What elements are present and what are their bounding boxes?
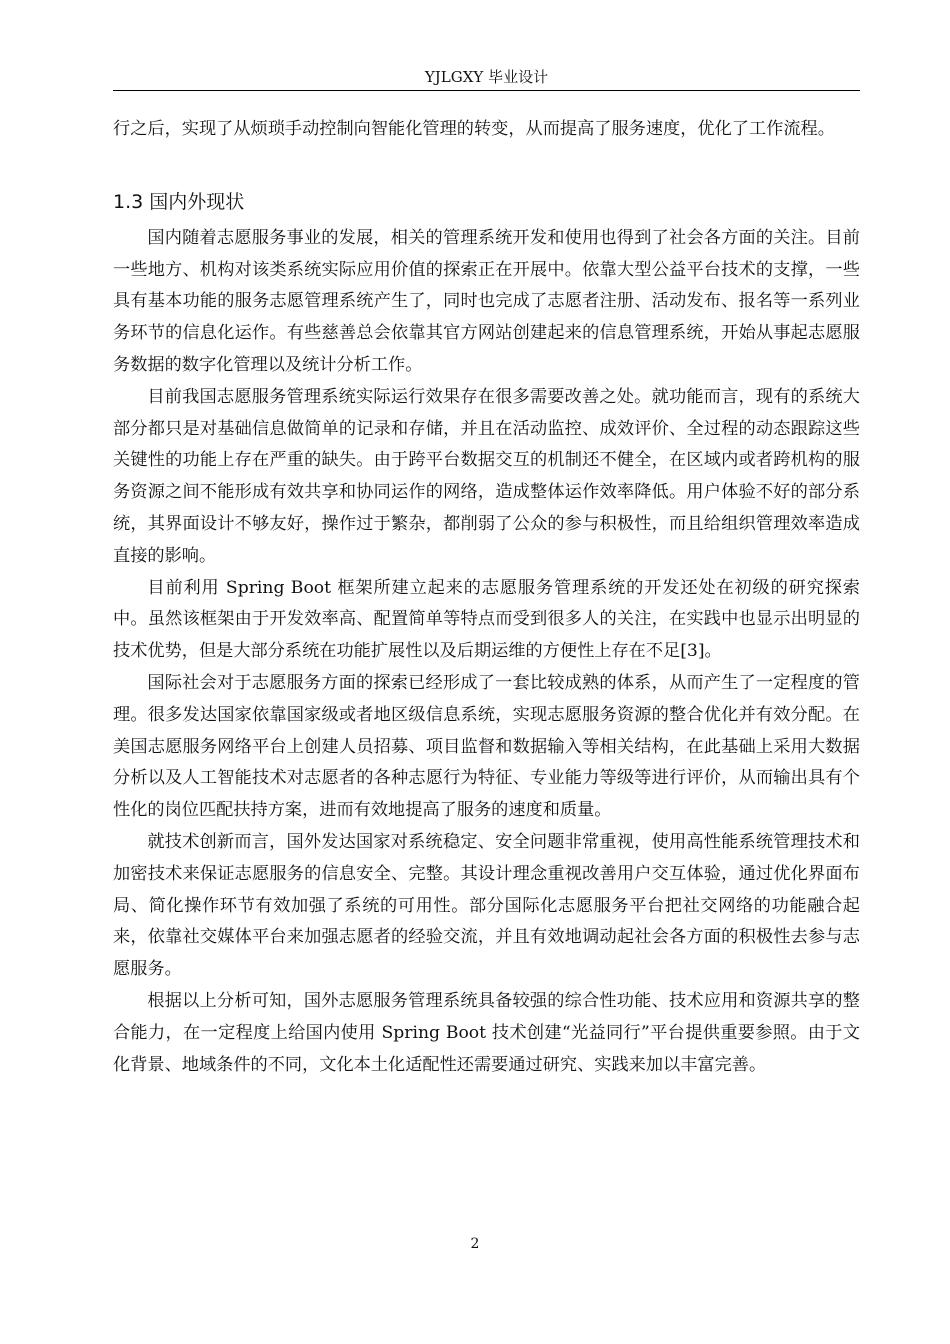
- body-paragraph: 国际社会对于志愿服务方面的探索已经形成了一套比较成熟的体系，从而产生了一定程度的管理。很多发达国家依靠国家级或者地区级信息系统，实现志愿服务资源的整合优化并有效分配。在美国志愿服务网络平台上创建人员招募、项目监督和数据输入等相关结构，在此基础上采用大数据分析以及人工智能技术对志愿者的各种志愿行为特征、专业能力等级等进行评价，从而输出具有个性化的岗位匹配扶持方案，进而有效地提高了服务的速度和质量。: [113, 672, 860, 821]
- body-paragraph: 根据以上分析可知，国外志愿服务管理系统具备较强的综合性功能、技术应用和资源共享的整合能力，在一定程度上给国内使用 Spring Boot 技术创建“光益同行”平台提供重要参照。由于文化背景、地域条件的不同，文化本土化适配性还需要通过研究、实践来加以丰富完善。: [113, 990, 860, 1075]
- body-paragraph: 就技术创新而言，国外发达国家对系统稳定、安全问题非常重视，使用高性能系统管理技术和加密技术来保证志愿服务的信息安全、完整。其设计理念重视改善用户交互体验，通过优化界面布局、简化操作环节有效加强了系统的可用性。部分国际化志愿服务平台把社交网络的功能融合起来，依靠社交媒体平台来加强志愿者的经验交流，并且有效地调动起社会各方面的积极性去参与志愿服务。: [113, 831, 860, 980]
- continuation-paragraph: 行之后，实现了从烦琐手动控制向智能化管理的转变，从而提高了服务速度，优化了工作流程。: [113, 119, 835, 139]
- body-paragraph: 目前我国志愿服务管理系统实际运行效果存在很多需要改善之处。就功能而言，现有的系统大部分都只是对基础信息做简单的记录和存储，并且在活动监控、成效评价、全过程的动态跟踪这些关键性的功能上存在严重的缺失。由于跨平台数据交互的机制还不健全，在区域内或者跨机构的服务资源之间不能形成有效共享和协同运作的网络，造成整体运作效率降低。用户体验不好的部分系统，其界面设计不够友好，操作过于繁杂，都削弱了公众的参与积极性，而且给组织管理效率造成直接的影响。: [113, 386, 860, 566]
- section-heading: 1.3 国内外现状: [113, 190, 245, 213]
- running-header: YJLGXY 毕业设计: [113, 64, 860, 91]
- page-body: [113, 114, 860, 1081]
- body-paragraph: 目前利用 Spring Boot 框架所建立起来的志愿服务管理系统的开发还处在初级的研究探索中。虽然该框架由于开发效率高、配置简单等特点而受到很多人的关注，在实践中也显示出明显的技术优势，但是大部分系统在功能扩展性以及后期运维的方便性上存在不足[3]。: [113, 577, 860, 662]
- body-paragraph: 国内随着志愿服务事业的发展，相关的管理系统开发和使用也得到了社会各方面的关注。目前一些地方、机构对该类系统实际应用价值的探索正在开展中。依靠大型公益平台技术的支撑，一些具有基本功能的服务志愿管理系统产生了，同时也完成了志愿者注册、活动发布、报名等一系列业务环节的信息化运作。有些慈善总会依靠其官方网站创建起来的信息管理系统，开始从事起志愿服务数据的数字化管理以及统计分析工作。: [113, 227, 860, 375]
- page-number: 2: [470, 1236, 480, 1252]
